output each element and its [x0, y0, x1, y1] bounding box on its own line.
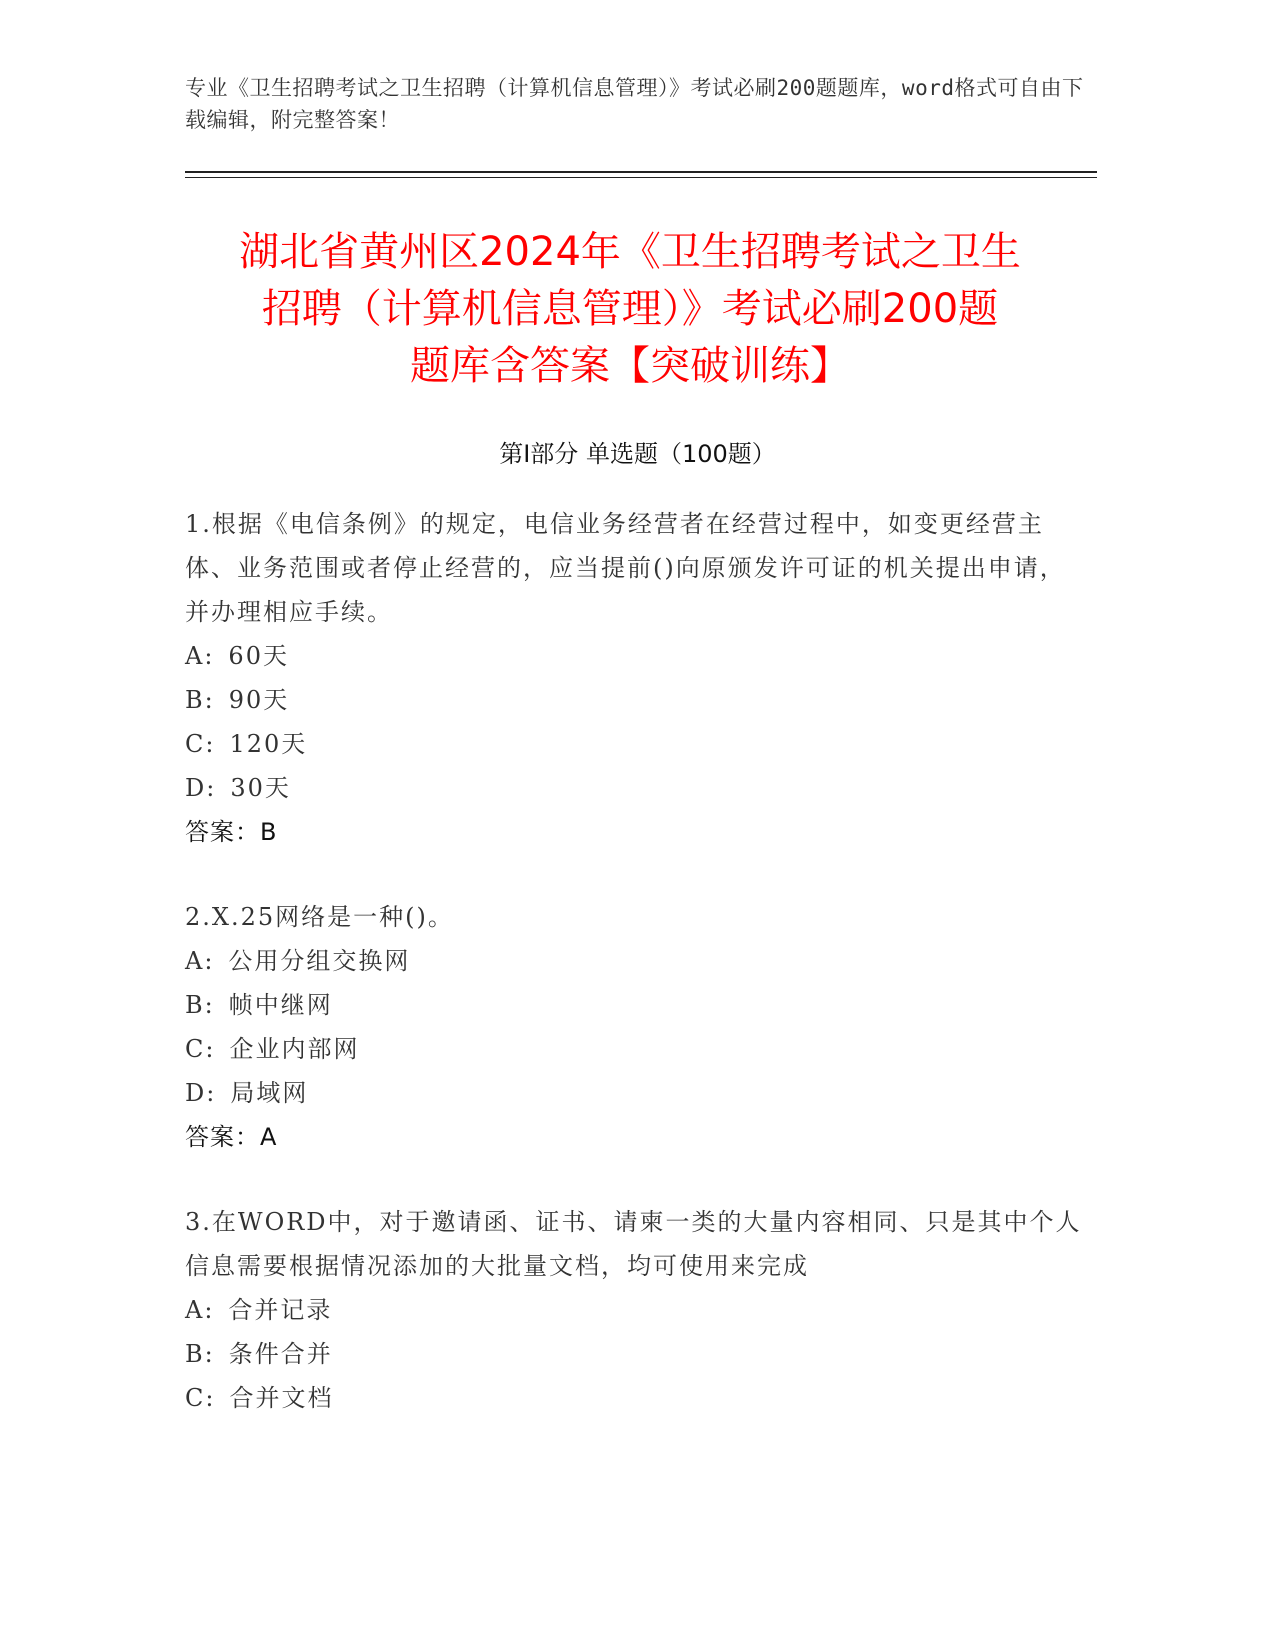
option-b [185, 983, 1085, 1027]
option-d [185, 1071, 1085, 1115]
title-line: 湖北省黄州区2024年《卫生招聘考试之卫生 [239, 229, 1021, 275]
option-text: 条件合并 [228, 1340, 333, 1368]
option-key: D: [185, 1079, 217, 1107]
answer: 答案：B [185, 818, 278, 846]
option-b [185, 678, 1085, 722]
question-2 [185, 895, 1085, 1159]
option-key: C: [185, 730, 216, 758]
option-key: A: [185, 1296, 215, 1324]
question-stem: 3.在WORD中，对于邀请函、证书、请柬一类的大量内容相同、只是其中个人信息需要根据情况添加的大批量文档，均可使用来完成 [185, 1208, 1082, 1280]
question-stem: 1.根据《电信条例》的规定，电信业务经营者在经营过程中，如变更经营主体、业务范围或者停止经营的，应当提前()向原颁发许可证的机关提出申请，并办理相应手续。 [185, 510, 1066, 626]
option-text: 企业内部网 [229, 1035, 360, 1063]
option-d [185, 766, 1085, 810]
question-stem: 2.X.25网络是一种()。 [185, 903, 454, 931]
option-text: 60天 [228, 642, 289, 670]
section-heading: 第Ⅰ部分 单选题（100题） [499, 440, 776, 468]
option-key: B: [185, 1340, 215, 1368]
header-note: 专业《卫生招聘考试之卫生招聘（计算机信息管理）》考试必刷200题题库，word格式可自由下载编辑，附完整答案！ [185, 76, 1084, 132]
title-line: 招聘（计算机信息管理）》考试必刷200题 [261, 286, 999, 332]
option-key: D: [185, 774, 217, 802]
option-a [185, 1288, 1085, 1332]
option-a [185, 939, 1085, 983]
option-key: C: [185, 1035, 216, 1063]
option-text: 30天 [230, 774, 291, 802]
question-3 [185, 1200, 1085, 1420]
option-text: 合并文档 [229, 1384, 334, 1412]
option-text: 合并记录 [228, 1296, 333, 1324]
option-key: A: [185, 642, 215, 670]
option-c [185, 722, 1085, 766]
option-text: 局域网 [230, 1079, 309, 1107]
header-divider [185, 171, 1097, 173]
option-c [185, 1376, 1085, 1420]
question-1 [185, 502, 1085, 854]
option-b [185, 1332, 1085, 1376]
option-c [185, 1027, 1085, 1071]
option-text: 120天 [229, 730, 308, 758]
option-key: A: [185, 947, 215, 975]
header-divider-thin [185, 177, 1097, 178]
title-line: 题库含答案【突破训练】 [410, 343, 850, 389]
option-key: C: [185, 1384, 216, 1412]
option-key: B: [185, 686, 215, 714]
answer: 答案：A [185, 1123, 278, 1151]
option-text: 90天 [228, 686, 290, 714]
option-a [185, 634, 1085, 678]
option-text: 公用分组交换网 [228, 947, 411, 975]
document-title [185, 224, 1075, 395]
option-text: 帧中继网 [228, 991, 333, 1019]
option-key: B: [185, 991, 215, 1019]
